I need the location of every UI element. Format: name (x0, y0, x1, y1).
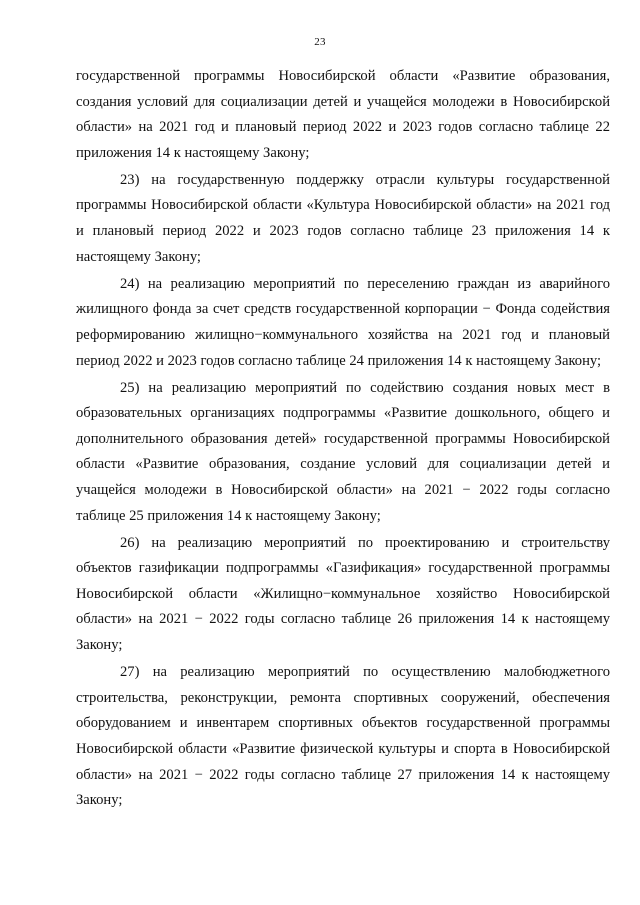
paragraph-item-25: 25) на реализацию мероприятий по содействию создания новых мест в образовательных организациях подпрограммы «Развитие дошкольного, общего и дополнительного образования детей» государственной программы Новосибирской области «Развитие образования, создание условий для социализации детей и учащейся молодежи в Новосибирской области» на 2021 − 2022 годы согласно таблице 25 приложения 14 к настоящему Закону; (76, 379, 610, 524)
paragraph-continuation: государственной программы Новосибирской области «Развитие образования, создания условий для социализации детей и учащейся молодежи в Новосибирской области» на 2021 год и плановый период 2022 и 2023 годов согласно таблице 22 приложения 14 к настоящему Закону; (76, 68, 610, 161)
page-number: 23 (314, 36, 326, 48)
paragraph-item-23: 23) на государственную поддержку отрасли культуры государственной программы Новосибирской области «Культура Новосибирской области» на 2021 год и плановый период 2022 и 2023 годов согласно таблице 23 приложения 14 к настоящему Закону; (76, 171, 610, 265)
paragraph-item-24: 24) на реализацию мероприятий по переселению граждан из аварийного жилищного фонда за счет средств государственной корпорации − Фонда содействия реформированию жилищно−коммунального хозяйства на 2021 год и плановый период 2022 и 2023 годов согласно таблице 24 приложения 14 к настоящему Закону; (76, 275, 610, 369)
paragraph-item-26: 26) на реализацию мероприятий по проектированию и строительству объектов газификации подпрограммы «Газификация» государственной программы Новосибирской области «Жилищно−коммунальное хозяйство Новосибирской области» на 2021 − 2022 годы согласно таблице 26 приложения 14 к настоящему Закону; (76, 534, 610, 654)
paragraph-item-27: 27) на реализацию мероприятий по осуществлению малобюджетного строительства, реконструкции, ремонта спортивных сооружений, обеспечения оборудованием и инвентарем спортивных объектов государственной программы Новосибирской области «Развитие физической культуры и спорта в Новосибирской области» на 2021 − 2022 годы согласно таблице 27 приложения 14 к настоящему Закону; (76, 664, 610, 809)
document-body (76, 64, 610, 815)
